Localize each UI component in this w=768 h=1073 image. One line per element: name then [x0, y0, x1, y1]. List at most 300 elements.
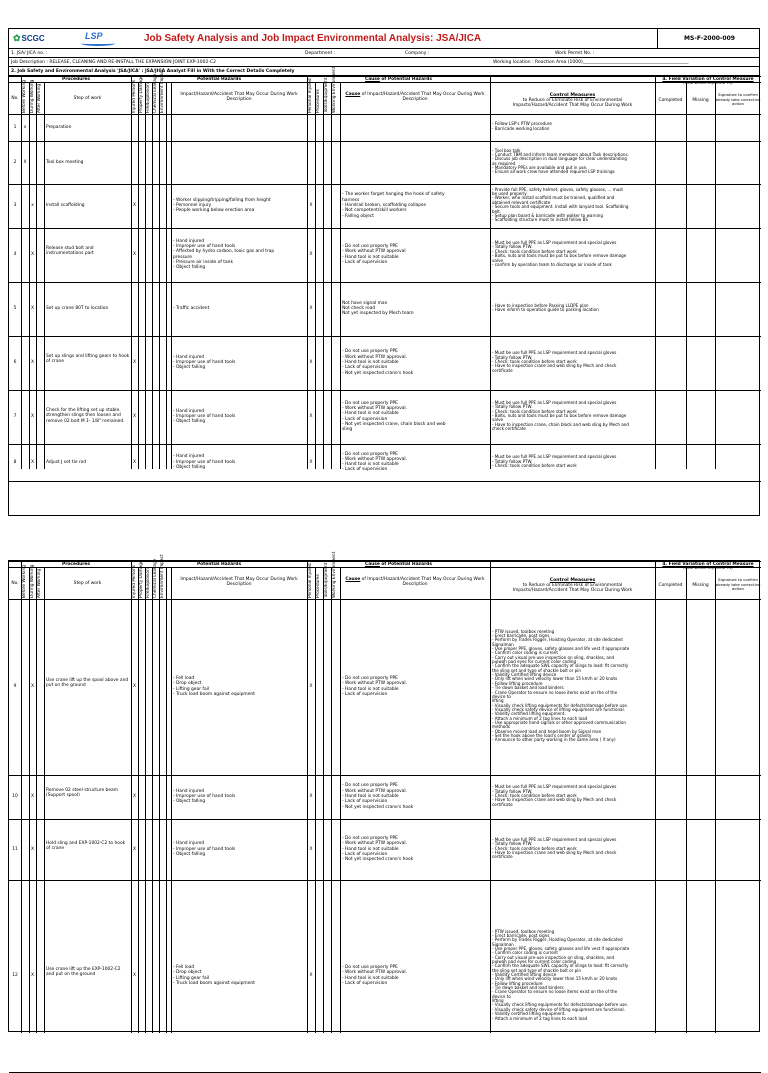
- impact-item: - Improper use of hand tools: [173, 846, 236, 852]
- column-divider: [21, 76, 22, 469]
- control-measure-item: - Confirm the adequate SWL capacity of slings to load: fit correctly: [492, 963, 629, 969]
- during-working-mark: X: [30, 973, 34, 978]
- header-during: During Working: [30, 564, 35, 598]
- control-measure-item: - Crane Operator to ensure no loose items exist on the of the: [492, 689, 618, 695]
- control-measure-item: - Mandatory PPEs are available and put in use.: [492, 165, 588, 171]
- impact-item: - Hand injured: [173, 788, 205, 794]
- cause-item: - Not yet inspected crane's hook: [342, 804, 414, 810]
- control-measure-item: - Provide full PPE, safety helmet, gloves, safety glasses, ... must: [492, 186, 624, 192]
- impact-item: pressure: [173, 254, 192, 260]
- impact-item: - Truck load boom against equipment: [173, 691, 255, 697]
- control-measure-item: - Erect barricade, post signs: [492, 932, 550, 938]
- row-number: 7: [13, 414, 17, 419]
- row-number: 12: [12, 973, 18, 978]
- cause-item: - Work without PTW approval.: [342, 681, 408, 687]
- injured-persons-mark: X: [132, 360, 136, 365]
- control-measure-item: - Visually check lifting equipments for defects/damage before use.: [492, 702, 629, 708]
- control-measure-item: lifting: [492, 698, 504, 704]
- control-measure-item: - Totally follow PTW.: [492, 841, 533, 847]
- cause-word: Cause: [345, 577, 361, 582]
- personal-injured-mark: X: [309, 846, 313, 852]
- control-measure-item: the sling set and type of shackle bolt or pin: [492, 667, 581, 673]
- before-working-mark: x: [23, 124, 27, 130]
- control-measure-item: - Check: tools condition before start work: [492, 359, 577, 364]
- control-measure-item: - Follow lifting procedure: [492, 980, 543, 986]
- column-divider: [715, 567, 716, 1033]
- control-measure-item: - Validity Certified lifting device: [492, 972, 557, 977]
- control-measure-item: - PTW issued, toolbox meeting: [492, 628, 555, 634]
- scgc-logo: ✿ SCGC: [13, 33, 45, 43]
- control-measure-item: device to: [492, 993, 511, 999]
- header-proc: Procedures: [316, 89, 321, 113]
- control-measure-item: - Must be use full PPE as LSP requirement and special gloves: [492, 454, 617, 460]
- missing-header: Missing: [692, 98, 709, 103]
- cause-item: - Lack of supervision: [342, 467, 388, 473]
- row-number: 3: [13, 203, 17, 208]
- cause-item: Not have signal man: [342, 300, 388, 306]
- impact-item: - Hand injured: [173, 408, 205, 414]
- control-measure-item: - Visually check lifting equipments for defects/damage before use.: [492, 1002, 629, 1008]
- header-chemical: Chemical Leakage: [153, 558, 158, 598]
- impact-item: - Traffic accident: [173, 306, 210, 311]
- header-fire: Fire/Explosion: [146, 568, 151, 598]
- control-measure-item: - Only lift when wind velocity lower than 15 km/h or 20 knots: [492, 976, 618, 982]
- cause-item: - Lack of supervision: [342, 851, 388, 857]
- cause-rest: of Potential Hazards: [379, 77, 432, 82]
- cause-item: - Do not use properly PPE: [342, 835, 398, 841]
- control-measure-item: - Have to inspection crane, chain block and web sling by Mech and: [492, 421, 629, 427]
- column-divider: [323, 567, 324, 1033]
- control-measure-item: - Check: tools condition before start work: [492, 845, 577, 851]
- cause-item: - Work without PTW approval: [342, 249, 406, 255]
- control-measure-item: methods: [492, 724, 510, 730]
- potential-hazards-header: Potential Hazards: [196, 77, 242, 82]
- cause-item: - Do not use properly PPE: [342, 451, 398, 457]
- control-measure-item: - Check: tools condition before start work: [492, 793, 577, 798]
- cause-item: harness: [342, 197, 360, 203]
- step-of-work: Set up slings and lifting gears to hook of crane: [46, 354, 130, 365]
- column-divider: [138, 567, 139, 1033]
- personal-injured-mark: X: [309, 306, 313, 311]
- header-tools: Tools/Equipment: [324, 562, 329, 598]
- control-measure-item: - Have to inspection crane and web sling by Mech and check: [492, 849, 617, 855]
- cause-item: - Lack of supervision: [342, 365, 388, 371]
- row-divider: [9, 880, 761, 881]
- work-permit-label: Work Permit No. :: [555, 51, 595, 56]
- impact-item: - Object falling: [173, 464, 206, 470]
- column-divider: [490, 561, 491, 1033]
- header-after: After Working: [37, 568, 42, 598]
- control-measure-item: - Carry out visual pre-use inspection on sling, shackles, and: [492, 954, 615, 960]
- control-measure-item: Signalman: [492, 941, 514, 947]
- impact-item: - Fell load: [173, 676, 195, 682]
- control-measure-item: - Totally follow PTW.: [492, 458, 533, 464]
- signature-header: Signature to confirm already take corrective action: [715, 577, 761, 592]
- impact-item: - Improper use of hand tools: [173, 360, 236, 365]
- header-personal: Personal Injured: [308, 78, 313, 113]
- cause-item: - Falling object: [342, 213, 374, 219]
- step-of-work: Use crane lift up the EXP-1002-C2 and put on the ground: [46, 967, 121, 978]
- control-measure-item: - confirm by operation team to discharge air inside of tank: [492, 261, 612, 267]
- control-measure-item: - Validity certified lifting equipment.: [492, 1011, 566, 1017]
- control-measure-item: - Confirm color coding is current: [492, 650, 558, 656]
- control-measure-item: valve: [492, 417, 504, 423]
- cause-item: - Hand tool is not suitable: [342, 794, 399, 799]
- cause-item: - Hand tool is not suitable: [342, 360, 399, 365]
- header-working-env: Working Environment: [332, 551, 337, 598]
- control-measure-item: - Tie down basket and load binders: [492, 685, 564, 691]
- control-measure-item: - Crane Operator to ensure no loose items exist on the of the: [492, 989, 618, 995]
- control-measure-item: - Perform by Trades Rigger, Hoisting Operator, at site dedicated: [492, 637, 623, 643]
- column-divider: [307, 76, 308, 469]
- cause-item: - Work without PTW approval.: [342, 788, 408, 794]
- during-working-mark: x: [31, 203, 34, 208]
- column-divider: [340, 567, 341, 1033]
- row-number: 10: [12, 794, 18, 799]
- impact-item: - Hand injured: [173, 238, 205, 244]
- cause-item: - Handrail broken, scaffolding collapse: [342, 203, 427, 208]
- cause-item: - Work without PTW approval.: [342, 841, 408, 847]
- impact-item: - Object falling: [173, 799, 206, 805]
- control-measure-item: as required.: [492, 160, 517, 166]
- column-divider: [171, 567, 172, 1033]
- impact-item: - Object falling: [173, 365, 206, 371]
- column-divider: [686, 567, 687, 1033]
- header-environment: Environment Impact: [160, 69, 165, 113]
- cause-item: - Lack of supervision: [342, 799, 388, 805]
- step-of-work: Set up crane 80T to location: [46, 306, 109, 311]
- control-measure-item: - Totally follow PTW.: [492, 244, 533, 250]
- row-divider: [9, 775, 761, 776]
- control-measure-item: - Scaffolding structure must to install follow BS: [492, 217, 589, 223]
- cause-word: Cause: [364, 77, 380, 82]
- column-divider: [145, 567, 146, 1033]
- company-label: Company :: [405, 51, 430, 56]
- control-measure-item: certificate: [492, 367, 513, 373]
- cause-item: - Hand tool is not suitable: [342, 686, 399, 692]
- control-measure-item: - Attach a minimum of 2 tag lines to each load: [492, 1015, 588, 1021]
- control-measure-item: pulwah pad eyes for current color coding: [492, 958, 577, 964]
- step-of-work: Hold sling and EXP-1002-C2 to hook of crane: [46, 840, 126, 851]
- impact-item: - Lifting gear fail: [173, 975, 210, 981]
- header-working-env: Working Environment: [332, 66, 337, 113]
- column-divider: [36, 567, 37, 1033]
- column-divider: [166, 567, 167, 1033]
- personal-injured-mark: X: [309, 794, 313, 799]
- control-measure-item: - Have to inspection crane and web sling by Mech and check: [492, 363, 617, 369]
- impact-header: Impact/Hazard/Accident That May Occur During Work Description: [180, 92, 298, 103]
- step-of-work: Install scaffolding: [46, 203, 85, 208]
- injured-persons-mark: X: [132, 846, 136, 852]
- control-measure-item: the sling set and type of shackle bolt or pin: [492, 967, 581, 973]
- control-measure-item: - Have to inspection crane and web sling by Mech and check: [492, 797, 617, 803]
- control-measure-item: obtained relevant certificate: [492, 199, 551, 205]
- step-of-work: Preparation: [46, 124, 72, 130]
- during-working-mark: X: [30, 459, 34, 465]
- control-measures-header: Control Measures: [549, 93, 596, 98]
- impact-item: - Object falling: [173, 851, 206, 857]
- control-measure-item: - Follow LSP's PTW procedure: [492, 121, 552, 127]
- impact-item: - Pressure air inside of tank: [173, 259, 233, 265]
- step-of-work: Adjust J set tie rod: [46, 459, 87, 465]
- control-measure-item: - Ensure all work crew have attended required LSP trainings: [492, 169, 615, 175]
- control-measure-item: - Bolts, nuts and tools must be put to box before remove damage: [492, 413, 627, 418]
- cause-description-header: [340, 92, 490, 103]
- cause-item: - Not yet inspected crane's hook: [342, 857, 414, 863]
- header-environment: Environment Impact: [160, 554, 165, 598]
- control-measure-item: - Totally follow PTW.: [492, 354, 533, 360]
- impact-item: - Affected by hydro carbon, toxic gas and trap: [173, 249, 275, 255]
- cause-item: - Do not use properly PPE: [342, 783, 398, 789]
- row-divider: [9, 228, 761, 229]
- control-measure-item: - Barricade working location: [492, 125, 550, 131]
- during-working-mark: X: [30, 414, 34, 419]
- column-divider: [21, 561, 22, 1033]
- injured-persons-mark: X: [132, 414, 136, 419]
- header-after: After Working: [37, 83, 42, 113]
- control-measure-item: - Observe moved load and head boom by Signal man: [492, 728, 602, 734]
- control-measures-desc: to Reduce or Eliminate Risk of Environmental Impacts/Hazard/Accident That May Occur During Work: [512, 583, 633, 594]
- impact-item: - Improper use of hand tools: [173, 459, 236, 465]
- cause-desc-rest: of Impact/Hazard/Accident That May Occur During Work Description: [360, 577, 485, 588]
- control-measure-item: - Have to inspection before Passing LLDPE plan: [492, 302, 589, 308]
- during-working-mark: X: [30, 360, 34, 365]
- control-measure-item: - PTW issued, toolbox meeting: [492, 928, 555, 934]
- cause-item: - Work without PTW approval.: [342, 456, 408, 462]
- form-page-1: [8, 28, 760, 516]
- control-measure-item: - Attach a minimum of 2 tag lines to each load: [492, 715, 588, 721]
- column-divider: [152, 567, 153, 1033]
- missing-header: Missing: [692, 583, 709, 588]
- control-measure-item: certificate: [492, 801, 513, 807]
- cause-item: - Not yet inspected crane's hook: [342, 370, 414, 376]
- control-measure-item: - Totally follow PTW.: [492, 788, 533, 794]
- cause-item: - The worker forget hanging the hook of safety: [342, 192, 445, 198]
- header-proc: Procedures: [316, 574, 321, 598]
- injured-persons-mark: X: [132, 252, 136, 257]
- personal-injured-mark: X: [309, 414, 313, 419]
- control-measure-item: - Tool box talk: [492, 147, 521, 153]
- control-measure-item: - Set the hook above the load's center of gravity: [492, 733, 592, 739]
- form-header: [9, 29, 759, 49]
- impact-item: - People working below erection area: [173, 208, 255, 214]
- control-measure-item: - Only lift when wind velocity lower than 15 km/h or 20 knots: [492, 676, 618, 682]
- impact-item: - Hand injured: [173, 454, 205, 460]
- cause-item: - Do not use properly PPE: [342, 400, 398, 406]
- procedures-header: Procedures: [61, 77, 90, 82]
- row-divider: [9, 481, 761, 482]
- header-fire: Fire/Explosion: [146, 83, 151, 113]
- header-bottom-line: [9, 114, 761, 115]
- column-divider: [131, 76, 132, 469]
- header-bottom-line: [9, 599, 761, 600]
- control-measures-header: Control Measures: [549, 578, 596, 583]
- cause-rest: of Potential Hazards: [379, 562, 432, 567]
- step-of-work-header: Step of work: [73, 96, 102, 101]
- during-working-mark: X: [30, 252, 34, 257]
- cause-item: Not check road: [342, 306, 376, 311]
- cause-item: - Work without PTW approval.: [342, 354, 408, 360]
- working-location: Working location : Reaction Area (1000)_______________________________________________: [493, 60, 689, 65]
- section-2-title: 2. Job Safety and Environmental Analysis 'JSA/JICA' : JSA/JICA Analyst Fill in With the Correct Details Completely: [9, 67, 759, 76]
- field-variation-sub: (Field Verifier e.g. US or PS): [683, 81, 733, 85]
- control-measure-item: - Setup plan board & barricade with walker to warning: [492, 212, 603, 218]
- cause-description-header: [340, 577, 490, 588]
- column-divider: [655, 76, 656, 469]
- field-variation-header: 4. Field Variation of Control Measure: [662, 77, 754, 82]
- row-divider: [9, 819, 761, 820]
- personal-injured-mark: X: [309, 252, 313, 257]
- control-measure-item: device to: [492, 693, 511, 699]
- personal-injured-mark: X: [309, 459, 313, 465]
- injured-persons-mark: X: [132, 973, 136, 978]
- injured-persons-mark: X: [132, 459, 136, 465]
- column-divider: [655, 561, 656, 1033]
- control-measure-item: - Must be use full PPE as LSP requirement and special gloves: [492, 399, 617, 405]
- control-measure-item: - Worker, who install scaffold must be trained, qualified and: [492, 195, 615, 201]
- lsp-logo: LSP: [85, 31, 115, 45]
- step-of-work: Check for the lifting set up stable. strengthen slings then loosen and remove 02 bolt M 1- 1/8" remained.: [46, 408, 125, 424]
- control-measures-desc: to Reduce or Eliminate Risk of Environmental Impacts/Hazard/Accident That May Occur During Work: [512, 98, 633, 109]
- impact-item: - Hand injured: [173, 841, 205, 847]
- row-divider: [9, 390, 761, 391]
- control-measure-item: - Check: tools condition before start work: [492, 462, 577, 468]
- info-row-1: [9, 49, 759, 58]
- control-measure-item: pulwah pad eyes for current color coding: [492, 659, 577, 665]
- control-measure-item: - Validity Certified lifting device: [492, 672, 557, 678]
- impact-item: - Fell load: [173, 965, 195, 971]
- control-measure-item: - Must be use full PPE as LSP requirement and special gloves: [492, 784, 617, 790]
- impact-item: - Lifting gear fail: [173, 686, 210, 692]
- step-of-work: Release stud bolt and instrumentations part: [46, 246, 94, 257]
- impact-item: - Hand injured: [173, 354, 205, 360]
- cause-item: - Lack of supervision: [342, 691, 388, 697]
- header-tools: Tools/Equipment: [324, 77, 329, 113]
- control-measure-item: - Visually check safety device of lifting equipment are functional.: [492, 1006, 626, 1012]
- personal-injured-mark: X: [309, 360, 313, 365]
- step-of-work: Use crane lift up the spool above and put on the ground: [46, 678, 129, 689]
- document-title: Job Safety Analysis and Job Impact Environmental Analysis: JSA/JICA: [144, 33, 482, 44]
- control-measure-item: belt.: [492, 208, 502, 214]
- cause-desc-rest: of Impact/Hazard/Accident That May Occur During Work Description: [360, 92, 485, 103]
- control-measure-item: - Must be use full PPE as LSP requirement and special gloves: [492, 836, 617, 842]
- column-divider: [331, 567, 332, 1033]
- row-divider: [9, 444, 761, 445]
- impact-item: - Worker slipping/tripping/falling from height: [173, 197, 271, 203]
- control-measure-item: - Secure tools and equipment. Install with lanyard tool. Scaffolding: [492, 204, 629, 210]
- control-measure-item: - Have inform to operation guide to parking location: [492, 307, 599, 313]
- header-injured: Injured Persons: [132, 565, 137, 598]
- column-divider: [315, 567, 316, 1033]
- control-measure-item: - Announce to other party working in the same area ( if any): [492, 737, 616, 743]
- impact-item: - Truck load boom against equipment: [173, 980, 255, 986]
- header-before: Before Working: [22, 565, 27, 598]
- cause-item: - Hand tool is not suitable: [342, 846, 399, 852]
- injured-persons-mark: X: [132, 203, 136, 208]
- control-measure-item: check certificate: [492, 426, 526, 432]
- header-property: Property Damage: [139, 560, 144, 598]
- injured-persons-mark: X: [132, 684, 136, 689]
- row-number: 11: [12, 846, 18, 852]
- row-divider: [9, 184, 761, 185]
- cause-item: - Hand tool is not suitable: [342, 254, 399, 260]
- control-measure-item: - Visually check safety device of lifting equipment are functional.: [492, 706, 626, 712]
- cause-word: Cause: [345, 92, 361, 97]
- form-page-2: [8, 551, 761, 1032]
- during-working-mark: X: [30, 684, 34, 689]
- control-measure-item: - Erect barricade, post signs: [492, 632, 550, 638]
- row-number: 6: [13, 360, 17, 365]
- during-working-mark: X: [30, 846, 34, 852]
- step-of-work-header: Step of work: [73, 581, 102, 586]
- control-measure-item: - Bolts, nuts and tools must be put to box before remove damage: [492, 253, 627, 259]
- column-divider: [159, 567, 160, 1033]
- header-before: Before Working: [22, 80, 27, 113]
- field-variation-header: 4. Field Variation of Control Measure: [662, 562, 754, 567]
- control-measure-item: certificate: [492, 854, 513, 860]
- row-number: 4: [13, 252, 17, 257]
- control-measure-item: - Follow lifting procedure: [492, 680, 543, 686]
- impact-item: - Drop object: [173, 970, 202, 976]
- during-working-mark: X: [30, 306, 34, 311]
- completed-header: Completed: [658, 98, 683, 103]
- cause-item: - Do not use properly PPE: [342, 244, 398, 250]
- cause-word: Cause: [364, 562, 380, 567]
- cause-item: - Do not use properly PPE: [342, 676, 398, 682]
- during-working-mark: X: [30, 794, 34, 799]
- injured-persons-mark: X: [132, 794, 136, 799]
- row-divider: [9, 336, 761, 337]
- header-personal: Personal Injured: [308, 563, 313, 598]
- cause-item: - Lack of supervision: [342, 980, 388, 986]
- control-measure-item: lifting: [492, 998, 504, 1004]
- personal-injured-mark: X: [309, 203, 313, 208]
- control-measure-item: - Conduct TBM and inform team members about Task descriptions.: [492, 151, 629, 157]
- info-row-2: [9, 58, 759, 67]
- impact-item: - Improper use of hand tools: [173, 414, 236, 419]
- impact-item: - Improper use of hand tools: [173, 794, 236, 799]
- procedures-header: Procedures: [61, 562, 90, 567]
- cause-item: - Hand tool is not suitable: [342, 411, 399, 417]
- control-measure-item: - Use proper PPE, gloves, safety glasses and life vest if appropriate: [492, 945, 630, 951]
- cause-item: sling: [342, 427, 353, 433]
- impact-item: - Drop object: [173, 681, 202, 687]
- column-divider: [44, 567, 45, 1033]
- impact-item: - Object falling: [173, 265, 206, 271]
- control-measure-item: - Carry out visual pre-use inspection on sling, shackles, and: [492, 654, 615, 660]
- department-label: Department :: [305, 51, 336, 56]
- column-divider: [490, 76, 491, 469]
- completed-header: Completed: [658, 583, 683, 588]
- control-measure-item: Signalman: [492, 641, 514, 647]
- job-description: Job Description : RELEASE, CLEANING AND RE-INSTALL THE EXPANSION JOINT EXP-1002-C2: [11, 60, 216, 65]
- control-measure-item: - Must be use full PPE as LSP requirement and special gloves: [492, 350, 617, 356]
- header-injured: Injured Persons: [132, 80, 137, 113]
- cause-item: - Not yet inspected crane, chain block and web: [342, 421, 446, 427]
- control-measure-item: - Use proper PPE, gloves, safety glasses and life vest if appropriate: [492, 646, 630, 652]
- impact-item: - Personnel injury: [173, 203, 212, 208]
- personal-injured-mark: X: [309, 973, 313, 978]
- control-measure-item: - Check: tools condition before start work: [492, 408, 577, 414]
- row-number: 1: [13, 124, 17, 130]
- no-header: No.: [11, 96, 19, 101]
- control-measure-item: be used properly: [492, 191, 527, 197]
- cause-item: - Do not use properly PPE: [342, 965, 398, 971]
- control-measure-item: - Must be use full PPE as LSP requirement and special gloves: [492, 240, 617, 246]
- cause-item: - Not competent/skill workers: [342, 208, 407, 214]
- step-of-work: Tool box meeting: [46, 159, 84, 165]
- no-header: No.: [11, 581, 19, 586]
